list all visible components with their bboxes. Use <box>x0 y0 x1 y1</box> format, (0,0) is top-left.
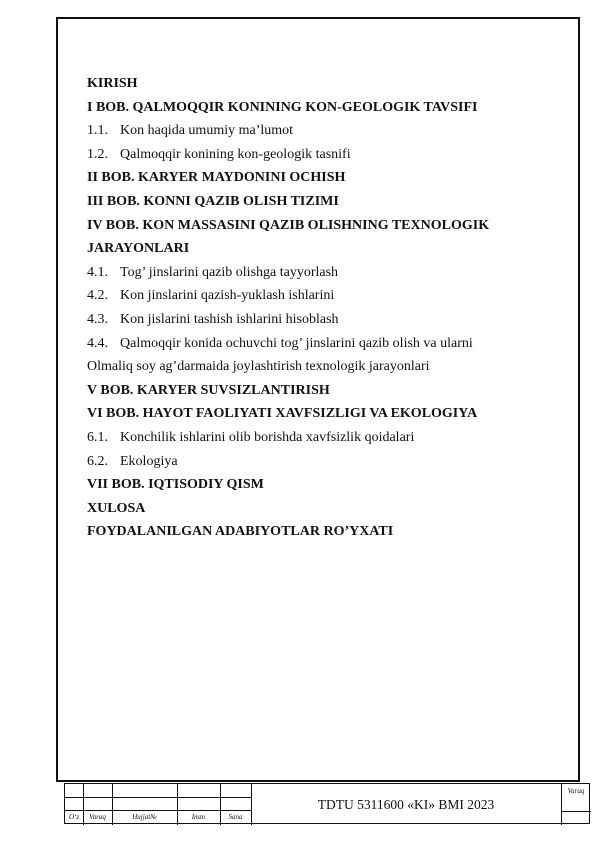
toc-entry-text: V BOB. KARYER SUVSIZLANTIRISH <box>87 382 330 398</box>
toc-heading <box>87 520 567 544</box>
col-label-hujjat: Hujjat№ <box>132 813 157 821</box>
toc-heading <box>87 237 567 261</box>
toc-entry-number: 6.1. <box>87 429 108 445</box>
col-label-imzo: Imzo <box>191 813 206 821</box>
toc-entry-text: Qalmoqqir konida ochuvchi tog’ jinslarini qazib olish va ularni <box>120 335 473 351</box>
toc-entry-text: Ekologiya <box>120 453 178 469</box>
col-label-oz: O‘z <box>68 813 80 821</box>
toc-entry-text: II BOB. KARYER MAYDONINI OCHISH <box>87 170 346 186</box>
toc-entry-number: 4.2. <box>87 288 108 304</box>
toc-entry-text: Kon haqida umumiy ma’lumot <box>120 123 294 139</box>
sheet-label: Varaq <box>567 787 585 795</box>
toc-entry-number: 1.2. <box>87 146 108 162</box>
toc-entry-number: 4.4. <box>87 335 108 351</box>
toc-entry <box>87 332 567 356</box>
col-label-sana: Sana <box>228 813 243 821</box>
toc-entry-text: Konchilik ishlarini olib borishda xavfsizlik qoidalari <box>120 429 415 445</box>
toc-entry <box>87 426 567 450</box>
toc-entry <box>87 450 567 474</box>
toc-entry-text: III BOB. KONNI QAZIB OLISH TIZIMI <box>87 193 339 209</box>
toc-heading <box>87 96 567 120</box>
toc-heading <box>87 190 567 214</box>
title-block <box>64 783 590 824</box>
toc-entry-text: FOYDALANILGAN ADABIYOTLAR RO’YXATI <box>87 524 394 540</box>
toc-entry <box>87 284 567 308</box>
toc-entry-text: Tog’ jinslarini qazib olishga tayyorlash <box>120 264 339 280</box>
toc-entry <box>87 355 567 379</box>
toc-entry-text: IV BOB. KON MASSASINI QAZIB OLISHNING TEXNOLOGIK <box>87 217 490 233</box>
toc-entry-text: Kon jislarini tashish ishlarini hisoblash <box>120 311 339 327</box>
col-label-varaq: Varaq <box>89 813 106 821</box>
toc-entry-text: KIRISH <box>87 76 138 91</box>
toc-entry-text: VII BOB. IQTISODIY QISM <box>87 477 264 493</box>
toc-heading <box>87 497 567 521</box>
document-code: TDTU 5311600 «KI» BMI 2023 <box>317 797 495 812</box>
toc-entry-text: Olmaliq soy ag’darmaida joylashtirish texnologik jarayonlari <box>87 359 430 375</box>
toc-heading <box>87 214 567 238</box>
toc-heading <box>87 473 567 497</box>
toc-entry-text: I BOB. QALMOQQIR KONINING KON-GEOLOGIK TAVSIFI <box>87 99 478 115</box>
toc-entry-number: 4.3. <box>87 311 108 327</box>
toc-entry-number: 4.1. <box>87 264 108 280</box>
toc-entry-number: 6.2. <box>87 453 108 469</box>
toc-entry-text: VI BOB. HAYOT FAOLIYATI XAVFSIZLIGI VA EKOLOGIYA <box>87 406 478 422</box>
table-of-contents <box>87 72 567 544</box>
toc-entry <box>87 261 567 285</box>
toc-entry <box>87 143 567 167</box>
toc-heading <box>87 379 567 403</box>
toc-heading <box>87 402 567 426</box>
toc-heading <box>87 166 567 190</box>
toc-entry <box>87 308 567 332</box>
toc-entry-number: 1.1. <box>87 123 108 139</box>
toc-entry-text: Kon jinslarini qazish-yuklash ishlarini <box>120 288 335 304</box>
toc-entry-text: JARAYONLARI <box>87 241 190 257</box>
toc-entry-text: Qalmoqqir konining kon-geologik tasnifi <box>120 146 351 162</box>
toc-entry <box>87 119 567 143</box>
toc-heading <box>87 72 567 96</box>
toc-entry-text: XULOSA <box>87 500 146 516</box>
